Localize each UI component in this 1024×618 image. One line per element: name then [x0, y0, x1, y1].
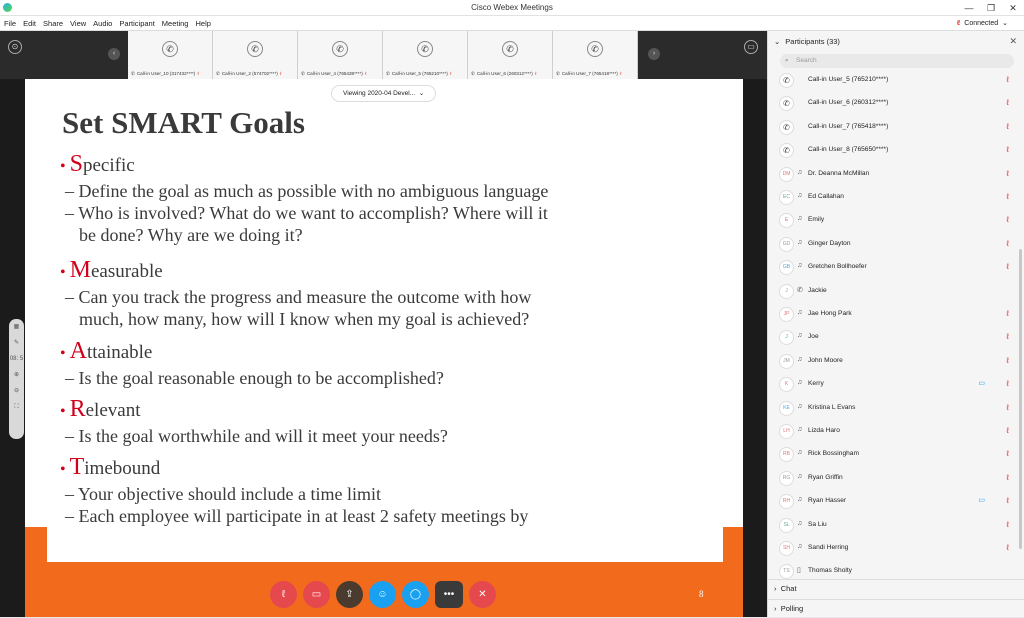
thumbnail-strip	[0, 31, 767, 79]
menu-items	[4, 19, 211, 28]
avatar: TS	[779, 564, 794, 579]
scrollbar-thumb[interactable]	[1019, 249, 1022, 549]
mic-muted-icon: ℓ	[197, 71, 199, 76]
avatar: ✆	[779, 73, 794, 88]
mic-muted-icon[interactable]: ℓ	[1006, 449, 1009, 459]
sub-bullet-item	[65, 287, 531, 308]
participant-row[interactable]	[768, 280, 1017, 303]
participant-name: Lizda Haro	[808, 427, 840, 434]
shared-slide	[25, 79, 743, 617]
mic-muted-icon[interactable]: ℓ	[1006, 472, 1009, 482]
participant-name: Kristina L Evans	[808, 403, 856, 411]
avatar: RG	[779, 471, 794, 486]
sub-bullet-item	[65, 506, 528, 527]
zoom-in-icon[interactable]: ⊕	[13, 372, 20, 378]
mic-muted-icon[interactable]: ℓ	[1006, 379, 1009, 389]
participant-name: Ed Callahan	[808, 193, 844, 200]
participant-row[interactable]	[768, 373, 1017, 396]
viewing-dropdown[interactable]	[331, 85, 436, 102]
phone-icon: ✆	[417, 41, 433, 57]
bullet-dot-icon: •	[60, 158, 70, 175]
dash-icon: –	[65, 368, 79, 388]
participant-name: Gretchen Bollhoefer	[808, 263, 867, 271]
chat-button[interactable]	[402, 581, 429, 608]
avatar: GB	[779, 260, 794, 275]
menu-item-file[interactable]: File	[4, 19, 17, 28]
polling-section[interactable]	[768, 599, 1024, 617]
fit-icon[interactable]: ⛶	[14, 404, 19, 410]
thumbnail-name: Call-in User_6 (260312****)	[476, 71, 533, 76]
avatar: SL	[779, 518, 794, 533]
connection-status-label: Connected	[964, 19, 999, 27]
thumbnail-label	[301, 71, 366, 77]
chat-icon: ◯	[409, 589, 422, 600]
slide-title: Set SMART Goals	[62, 105, 305, 140]
meeting-stage	[0, 31, 767, 617]
bullet-initial: T	[69, 454, 85, 480]
avatar: K	[779, 377, 794, 392]
video-on-icon: ▭	[978, 380, 985, 388]
avatar: LH	[779, 424, 794, 439]
polling-section-label: Polling	[780, 604, 804, 613]
participant-name: Call-in User_7 (765418****)	[808, 122, 889, 130]
thumbnail-name: Call-in User_7 (765418****)	[561, 71, 618, 76]
window-title: Cisco Webex Meetings	[471, 3, 553, 12]
sub-bullet-text: much, how many, how will I know when my goal is achieved?	[79, 309, 530, 329]
dash-icon: –	[65, 181, 79, 201]
thumbnail-name: Call-in User_5 (765210****)	[391, 71, 448, 76]
thumbnail-label	[556, 71, 621, 77]
phone-small-icon: ✆	[386, 71, 390, 76]
headset-icon: ♫	[797, 192, 803, 199]
dash-icon: –	[65, 203, 79, 223]
sub-bullet-text: Can you track the progress and measure the outcome with how	[78, 287, 532, 307]
menu-item-meeting[interactable]: Meeting	[161, 19, 189, 28]
mute-button[interactable]	[270, 581, 297, 608]
mic-muted-icon[interactable]: ℓ	[1006, 168, 1009, 178]
participant-row[interactable]	[768, 303, 1017, 326]
mic-muted-icon[interactable]: ℓ	[1006, 309, 1009, 318]
participant-name: Kerry	[808, 380, 824, 388]
mic-muted-icon[interactable]: ℓ	[1006, 402, 1009, 412]
chat-section-label: Chat	[780, 584, 797, 593]
camera-off-icon: ▭	[311, 589, 322, 600]
participant-thumbnail[interactable]	[298, 31, 383, 79]
participant-row[interactable]	[768, 116, 1017, 139]
chevron-right-icon: ›	[774, 584, 779, 593]
mic-muted-icon: ℓ	[449, 71, 452, 76]
bullet-item	[60, 151, 135, 178]
chevron-right-icon: ›	[774, 604, 779, 613]
more-options-button[interactable]	[435, 581, 463, 608]
sub-bullet-item	[79, 309, 529, 330]
mic-muted-icon[interactable]: ℓ	[1006, 519, 1009, 529]
connection-mic-icon: ℓ	[956, 19, 961, 27]
mic-muted-icon[interactable]: ℓ	[1006, 543, 1009, 552]
headset-icon: ♫	[797, 519, 803, 527]
avatar: SH	[779, 541, 794, 556]
bullet-dot-icon: •	[60, 461, 70, 478]
mic-muted-icon[interactable]: ℓ	[1006, 192, 1009, 201]
close-panel-icon[interactable]: ✕	[1009, 36, 1017, 46]
bullet-item	[60, 338, 152, 365]
dash-icon: –	[65, 484, 78, 504]
menu-bar	[0, 16, 1024, 31]
bullet-dot-icon: •	[60, 264, 70, 281]
phone-small-icon: ✆	[556, 71, 560, 76]
sub-bullet-text: Each employee will participate in at least 2 safety meetings by	[78, 506, 529, 526]
viewing-label: Viewing 2020-04 Devel...	[343, 90, 416, 97]
search-icon: ⌕	[785, 57, 789, 64]
mic-off-icon: ℓ	[281, 589, 286, 600]
participant-thumbnail[interactable]	[128, 31, 213, 79]
participant-name: Call-in User_5 (765210****)	[808, 76, 889, 83]
bullet-item	[60, 396, 140, 423]
phone-icon: ✆	[332, 41, 348, 57]
close-window-icon[interactable]: ✕	[1009, 3, 1017, 13]
participant-row[interactable]	[768, 326, 1017, 349]
mic-muted-icon[interactable]: ℓ	[1006, 238, 1009, 248]
menu-item-edit[interactable]: Edit	[23, 19, 37, 28]
bullet-initial: S	[69, 151, 83, 177]
participant-row[interactable]	[768, 560, 1017, 579]
participant-thumbnail[interactable]	[468, 31, 553, 79]
participant-row[interactable]	[768, 163, 1017, 186]
participant-name: Joe	[808, 333, 819, 341]
mic-muted-icon[interactable]: ℓ	[1006, 121, 1009, 131]
meeting-controls	[270, 581, 496, 608]
bullet-initial: R	[69, 396, 86, 422]
participant-row[interactable]	[768, 397, 1017, 420]
chat-section[interactable]	[768, 579, 1024, 597]
bullet-text: elevant	[85, 400, 141, 421]
thumbnail-label	[386, 71, 451, 77]
participant-row[interactable]	[768, 139, 1017, 162]
share-icon: ⇪	[345, 589, 354, 600]
title-bar	[0, 0, 1024, 16]
strip-next-icon[interactable]: ›	[648, 48, 660, 60]
sub-bullet-item	[79, 225, 303, 246]
minimize-icon[interactable]: —	[964, 3, 974, 13]
bullet-text: ttainable	[86, 342, 153, 363]
participant-row[interactable]	[768, 467, 1017, 490]
leave-button[interactable]	[469, 581, 496, 608]
bullet-initial: M	[69, 257, 91, 283]
avatar: ✆	[779, 96, 794, 111]
view-mode-icon[interactable]: ▭	[744, 40, 758, 54]
phone-icon: ✆	[587, 41, 603, 57]
bullet-item	[60, 257, 163, 284]
connection-status	[957, 19, 1008, 27]
participant-name: Call-in User_8 (765650****)	[808, 146, 889, 154]
bullet-text: imebound	[84, 458, 161, 479]
sub-bullet-item	[65, 203, 548, 224]
sub-bullet-item	[65, 368, 444, 389]
participant-name: Jae Hong Park	[808, 310, 852, 317]
more-icon: •••	[443, 589, 455, 600]
avatar: RB	[779, 447, 794, 462]
thumbnail-label	[471, 71, 536, 77]
sub-bullet-text: Is the goal worthwhile and will it meet your needs?	[78, 426, 448, 446]
mic-muted-icon: ℓ	[279, 71, 282, 76]
participant-name: Call-in User_6 (260312****)	[808, 99, 889, 107]
slide-footer-panel	[47, 527, 723, 562]
participant-list	[768, 69, 1017, 579]
headset-icon: ♫	[797, 379, 803, 387]
headset-icon: ♫	[797, 355, 803, 363]
headset-icon: ♫	[797, 496, 803, 504]
sub-bullet-text: Define the goal as much as possible with no ambiguous language	[78, 181, 549, 201]
menu-item-share[interactable]: Share	[43, 19, 64, 28]
headset-icon: ♫	[797, 309, 803, 316]
sub-bullet-item	[65, 181, 548, 202]
participant-row[interactable]	[768, 514, 1017, 537]
close-icon: ✕	[478, 589, 487, 600]
mic-muted-icon[interactable]: ℓ	[1006, 262, 1009, 272]
thumbnail-name: Call-in User_10 (317432****)	[136, 71, 196, 76]
phone-small-icon: ✆	[131, 71, 135, 76]
sub-bullet-text: Is the goal reasonable enough to be accomplished?	[78, 368, 444, 388]
mic-muted-icon[interactable]: ℓ	[1006, 426, 1009, 435]
thumbnail-name: Call-in User_4 (765438****)	[306, 71, 363, 76]
mic-muted-icon: ℓ	[364, 71, 367, 76]
menu-item-help[interactable]: Help	[195, 19, 211, 28]
avatar: RH	[779, 494, 794, 509]
avatar: EC	[779, 190, 794, 205]
participant-row[interactable]	[768, 209, 1017, 232]
participant-name: Ryan Hasser	[808, 497, 847, 505]
bullet-text: easurable	[90, 261, 163, 282]
participant-row[interactable]	[768, 233, 1017, 256]
participants-header[interactable]	[768, 31, 1024, 51]
mic-muted-icon[interactable]: ℓ	[1006, 496, 1009, 506]
dash-icon: –	[65, 287, 79, 307]
video-button[interactable]	[303, 581, 330, 608]
sub-bullet-item	[65, 484, 381, 505]
headset-icon: ♫	[797, 543, 803, 550]
pointer-icon[interactable]: ✎	[13, 340, 20, 346]
participant-row[interactable]	[768, 490, 1017, 513]
video-on-icon: ▭	[978, 497, 985, 505]
participant-name: Emily	[808, 216, 825, 224]
chevron-down-icon: ⌄	[416, 90, 425, 97]
dash-icon: –	[65, 426, 79, 446]
headset-icon: ♫	[797, 426, 803, 433]
headset-icon: ♫	[797, 262, 803, 270]
participant-name: Thomas Sholty	[808, 567, 852, 575]
participant-scrollbar[interactable]	[1018, 69, 1023, 579]
participant-row[interactable]	[768, 186, 1017, 209]
zoom-out-icon[interactable]: ⊖	[13, 388, 20, 394]
chevron-down-icon[interactable]: ⌄	[1002, 20, 1008, 27]
bullet-dot-icon: •	[60, 345, 70, 362]
layout-icon[interactable]: ⊙	[8, 40, 22, 54]
menu-item-participant[interactable]: Participant	[119, 19, 155, 28]
phone-icon: ✆	[162, 41, 178, 57]
mic-muted-icon: ℓ	[534, 71, 537, 76]
participant-row[interactable]	[768, 420, 1017, 443]
sub-bullet-text: Who is involved? What do we want to accomplish? Where will it	[78, 203, 548, 223]
headset-icon: ♫	[797, 238, 803, 246]
avatar: JP	[779, 307, 794, 322]
chevron-down-icon: ⌄	[774, 36, 781, 46]
mic-muted-icon[interactable]: ℓ	[1006, 332, 1009, 342]
avatar: ✆	[779, 120, 794, 135]
share-button[interactable]	[336, 581, 363, 608]
participant-name: Sandi Herring	[808, 544, 849, 551]
avatar: ✆	[779, 143, 794, 158]
window-controls	[958, 0, 1024, 16]
participant-row[interactable]	[768, 69, 1017, 92]
annotation-toolbar	[9, 319, 24, 439]
participant-row[interactable]	[768, 443, 1017, 466]
grid-icon[interactable]: ▦	[13, 324, 20, 330]
participant-name: Dr. Deanna McMillan	[808, 169, 870, 177]
phone-small-icon: ✆	[471, 71, 475, 76]
slide-page-number: 8	[699, 589, 704, 599]
participant-name: Sa Liu	[808, 520, 827, 528]
participant-name: Rick Bossingham	[808, 450, 859, 458]
sub-bullet-text: Your objective should include a time limit	[77, 484, 381, 504]
participant-row[interactable]	[768, 537, 1017, 560]
avatar: J	[779, 284, 794, 299]
participants-button[interactable]	[369, 581, 396, 608]
mic-muted-icon[interactable]: ℓ	[1006, 215, 1009, 225]
participant-name: Ryan Griffin	[808, 473, 843, 481]
search-placeholder: Search	[796, 57, 817, 64]
sub-bullet-text: be done? Why are we doing it?	[79, 225, 303, 245]
participant-row[interactable]	[768, 350, 1017, 373]
participants-title: Participants (33)	[785, 36, 840, 46]
timer-label: 08: 5	[9, 356, 24, 362]
thumbnail-label	[216, 71, 281, 77]
avatar: E	[779, 213, 794, 228]
strip-prev-icon[interactable]: ‹	[108, 48, 120, 60]
dash-icon: –	[65, 506, 79, 526]
menu-item-audio[interactable]: Audio	[93, 19, 113, 28]
mobile-icon: ▯	[797, 567, 801, 575]
phone-small-icon: ✆	[301, 71, 305, 76]
participant-name: Jackie	[808, 286, 827, 294]
headset-icon: ♫	[797, 402, 803, 410]
sub-bullet-item	[65, 426, 448, 447]
avatar: J	[779, 330, 794, 345]
participant-name: Ginger Dayton	[808, 239, 851, 247]
menu-item-view[interactable]: View	[70, 19, 87, 28]
thumbnail-label	[131, 71, 199, 77]
avatar: DM	[779, 167, 794, 182]
participant-thumbnail[interactable]	[383, 31, 468, 79]
bullet-item	[60, 454, 160, 481]
avatar: KE	[779, 401, 794, 416]
headset-icon: ♫	[797, 168, 803, 176]
headset-icon: ♫	[797, 215, 803, 223]
participants-panel	[767, 31, 1024, 617]
participant-name: John Moore	[808, 356, 843, 364]
restore-icon[interactable]: ❐	[986, 3, 996, 13]
person-icon: ☺	[377, 589, 388, 600]
phone-icon: ✆	[502, 41, 518, 57]
participant-thumbnail[interactable]	[213, 31, 298, 79]
avatar: JM	[779, 354, 794, 369]
bullet-text: pecific	[82, 155, 135, 176]
headset-icon: ♫	[797, 472, 803, 480]
headset-icon: ♫	[797, 332, 803, 340]
mic-muted-icon[interactable]: ℓ	[1006, 145, 1009, 155]
phone-icon: ✆	[797, 286, 803, 294]
participant-row[interactable]	[768, 256, 1017, 279]
mic-muted-icon[interactable]: ℓ	[1006, 75, 1009, 84]
bullet-initial: A	[69, 338, 87, 364]
thumbnail-list	[128, 31, 638, 79]
mic-muted-icon[interactable]: ℓ	[1006, 98, 1009, 108]
phone-icon: ✆	[247, 41, 263, 57]
thumbnail-name: Call-in User_2 (574702****)	[221, 71, 278, 76]
participant-row[interactable]	[768, 92, 1017, 115]
participant-search-input[interactable]	[780, 54, 1014, 68]
mic-muted-icon: ℓ	[619, 71, 622, 76]
bullet-dot-icon: •	[60, 403, 70, 420]
mic-muted-icon[interactable]: ℓ	[1006, 355, 1009, 365]
avatar: GD	[779, 237, 794, 252]
participant-thumbnail[interactable]	[553, 31, 638, 79]
headset-icon: ♫	[797, 449, 803, 457]
phone-small-icon: ✆	[216, 71, 220, 76]
